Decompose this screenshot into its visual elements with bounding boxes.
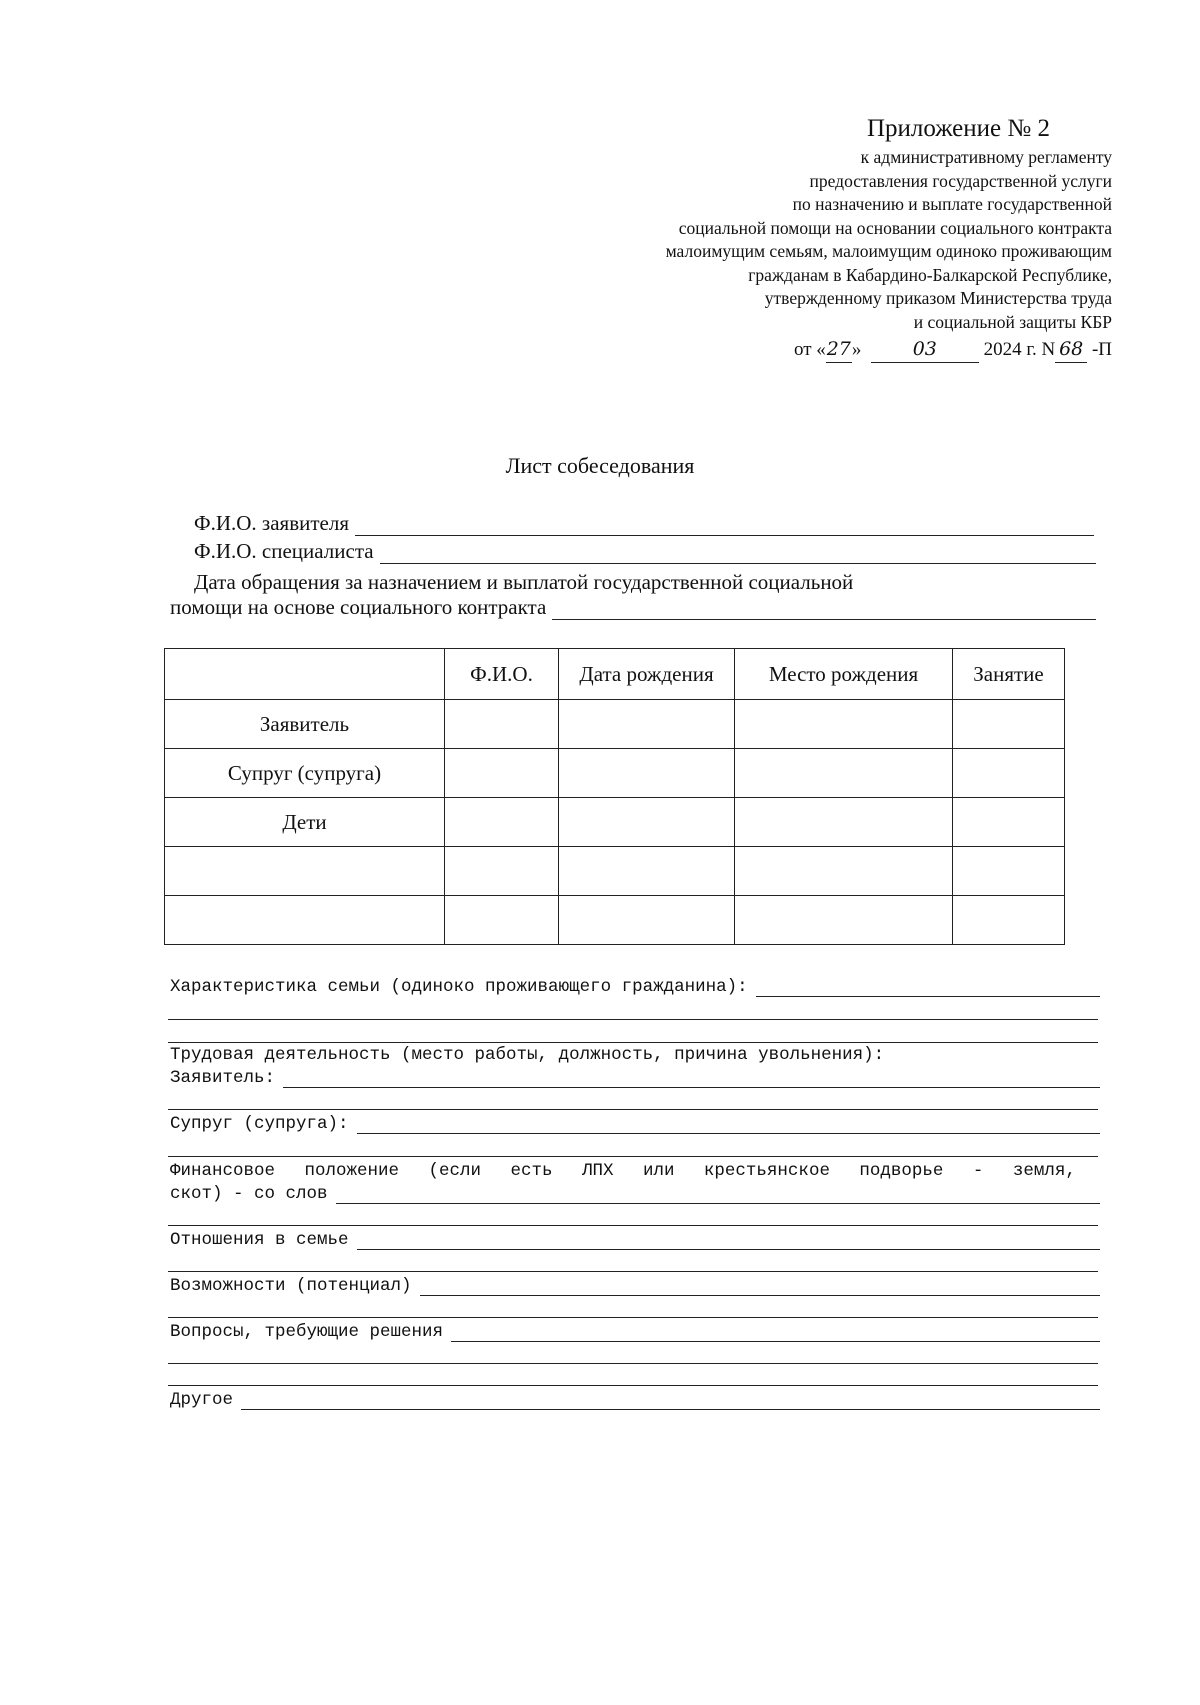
table-cell[interactable] bbox=[559, 847, 735, 896]
table-cell[interactable] bbox=[953, 847, 1065, 896]
labor-label: Трудовая деятельность (место работы, должность, причина увольнения): bbox=[170, 1045, 885, 1065]
specialist-field bbox=[194, 538, 1096, 564]
table-cell[interactable] bbox=[445, 896, 559, 945]
table-cell[interactable] bbox=[445, 798, 559, 847]
issues-input-line[interactable] bbox=[451, 1323, 1100, 1342]
blank-line[interactable] bbox=[168, 1363, 1098, 1364]
applicant-field bbox=[194, 510, 1094, 536]
finance-word: - bbox=[972, 1161, 984, 1181]
specialist-label: Ф.И.О. специалиста bbox=[194, 539, 374, 563]
table-cell[interactable] bbox=[953, 749, 1065, 798]
finance-word: (если bbox=[428, 1161, 481, 1181]
finance-word: крестьянское bbox=[703, 1161, 830, 1181]
finance-word: или bbox=[642, 1161, 675, 1181]
other-input-line[interactable] bbox=[241, 1391, 1100, 1410]
table-cell[interactable] bbox=[445, 700, 559, 749]
labor-applicant-field bbox=[170, 1066, 1100, 1088]
potential-field bbox=[170, 1274, 1100, 1296]
row-label: Дети bbox=[165, 798, 445, 847]
order-date bbox=[552, 336, 1112, 363]
relations-label: Отношения в семье bbox=[170, 1230, 349, 1250]
row-label bbox=[165, 896, 445, 945]
appendix-line: предоставления государственной услуги bbox=[809, 170, 1112, 191]
appendix-line: и социальной защиты КБР bbox=[913, 311, 1112, 332]
finance-input-line[interactable] bbox=[336, 1185, 1100, 1204]
table-cell[interactable] bbox=[735, 700, 953, 749]
table-cell[interactable] bbox=[953, 700, 1065, 749]
appendix-line: гражданам в Кабардино-Балкарской Республике, bbox=[748, 264, 1112, 285]
finance-word: подворье bbox=[859, 1161, 944, 1181]
date-prefix: от « bbox=[794, 339, 826, 360]
appendix-line: социальной помощи на основании социального контракта bbox=[678, 217, 1112, 238]
applicant-input-line[interactable] bbox=[355, 515, 1094, 536]
table-cell[interactable] bbox=[953, 896, 1065, 945]
family-members-table bbox=[164, 648, 1065, 945]
table-header-cell: Ф.И.О. bbox=[445, 649, 559, 700]
potential-label: Возможности (потенциал) bbox=[170, 1276, 412, 1296]
appendix-title: Приложение № 2 bbox=[866, 115, 1050, 142]
other-label: Другое bbox=[170, 1390, 234, 1410]
table-header-cell bbox=[165, 649, 445, 700]
family-label: Характеристика семьи (одиноко проживающего гражданина): bbox=[170, 977, 748, 997]
table-cell[interactable] bbox=[445, 749, 559, 798]
table-row bbox=[165, 896, 1065, 945]
specialist-input-line[interactable] bbox=[380, 543, 1096, 564]
order-number: 68 bbox=[1055, 336, 1087, 363]
table-header-cell: Занятие bbox=[953, 649, 1065, 700]
table-cell[interactable] bbox=[735, 847, 953, 896]
table-row bbox=[165, 798, 1065, 847]
table-cell[interactable] bbox=[735, 798, 953, 847]
blank-line[interactable] bbox=[168, 1225, 1098, 1226]
appendix-line: к административному регламенту bbox=[860, 147, 1112, 167]
appendix-line: утвержденному приказом Министерства труда bbox=[764, 288, 1112, 308]
date-label: помощи на основе социального контракта bbox=[170, 595, 547, 619]
finance-word: ЛПХ bbox=[581, 1161, 614, 1181]
date-field bbox=[170, 594, 1096, 620]
date-day: 27 bbox=[826, 336, 852, 363]
date-input-line[interactable] bbox=[552, 599, 1096, 620]
row-label bbox=[165, 847, 445, 896]
date-year: 2024 г. N bbox=[983, 339, 1056, 360]
relations-input-line[interactable] bbox=[357, 1231, 1100, 1250]
labor-spouse-field bbox=[170, 1112, 1100, 1134]
finance-label: скот) - со слов bbox=[170, 1184, 328, 1204]
finance-label-line bbox=[170, 1159, 1076, 1181]
family-input-line[interactable] bbox=[756, 978, 1100, 997]
potential-input-line[interactable] bbox=[420, 1277, 1100, 1296]
labor-spouse-label: Супруг (супруга): bbox=[170, 1114, 349, 1134]
table-row bbox=[165, 847, 1065, 896]
row-label: Заявитель bbox=[165, 700, 445, 749]
table-header-cell: Место рождения bbox=[735, 649, 953, 700]
table-cell[interactable] bbox=[445, 847, 559, 896]
table-cell[interactable] bbox=[559, 896, 735, 945]
date-line-1: Дата обращения за назначением и выплатой государственной социальной bbox=[194, 570, 854, 594]
issues-label: Вопросы, требующие решения bbox=[170, 1322, 444, 1342]
table-header-cell: Дата рождения bbox=[559, 649, 735, 700]
row-label: Супруг (супруга) bbox=[165, 749, 445, 798]
blank-line[interactable] bbox=[168, 1156, 1098, 1157]
date-month: 03 bbox=[871, 336, 979, 363]
labor-applicant-label: Заявитель: bbox=[170, 1068, 276, 1088]
finance-word: есть bbox=[510, 1161, 553, 1181]
table-cell[interactable] bbox=[735, 896, 953, 945]
table-cell[interactable] bbox=[953, 798, 1065, 847]
blank-line[interactable] bbox=[168, 1019, 1098, 1020]
family-field bbox=[170, 975, 1100, 997]
labor-spouse-input-line[interactable] bbox=[357, 1115, 1100, 1134]
blank-line[interactable] bbox=[168, 1109, 1098, 1110]
issues-field bbox=[170, 1320, 1100, 1342]
appendix-line: по назначению и выплате государственной bbox=[792, 194, 1112, 214]
labor-applicant-input-line[interactable] bbox=[283, 1069, 1100, 1088]
appendix-line: малоимущим семьям, малоимущим одиноко проживающим bbox=[665, 241, 1112, 261]
table-cell[interactable] bbox=[559, 798, 735, 847]
appendix-header bbox=[552, 112, 1112, 363]
date-quote: » bbox=[851, 339, 862, 360]
table-row bbox=[165, 700, 1065, 749]
other-field bbox=[170, 1388, 1100, 1410]
finance-field bbox=[170, 1182, 1100, 1204]
order-suffix: -П bbox=[1091, 339, 1112, 360]
finance-word: положение bbox=[304, 1161, 400, 1181]
table-cell[interactable] bbox=[559, 749, 735, 798]
table-header-row bbox=[165, 649, 1065, 700]
relations-field bbox=[170, 1228, 1100, 1250]
blank-line[interactable] bbox=[168, 1385, 1098, 1386]
applicant-label: Ф.И.О. заявителя bbox=[194, 511, 349, 535]
finance-word: Финансовое bbox=[170, 1161, 276, 1181]
table-row bbox=[165, 749, 1065, 798]
table-cell[interactable] bbox=[735, 749, 953, 798]
table-cell[interactable] bbox=[559, 700, 735, 749]
blank-line[interactable] bbox=[168, 1271, 1098, 1272]
finance-word: земля, bbox=[1012, 1161, 1076, 1181]
blank-line[interactable] bbox=[168, 1317, 1098, 1318]
document-title: Лист собеседования bbox=[505, 453, 695, 478]
